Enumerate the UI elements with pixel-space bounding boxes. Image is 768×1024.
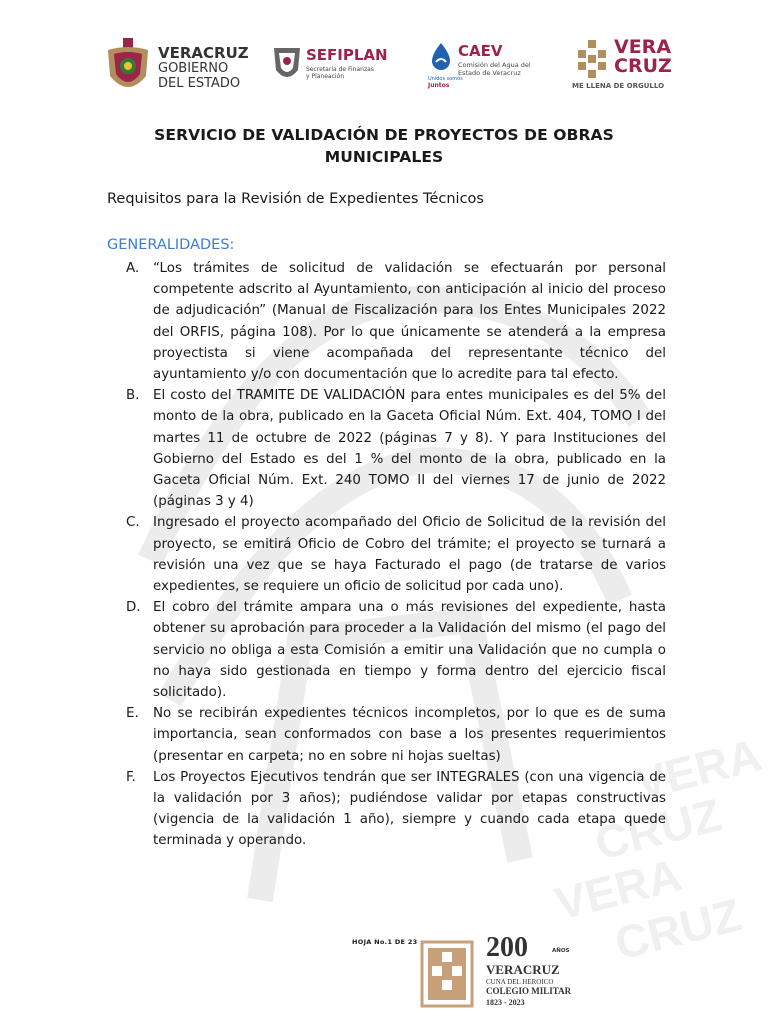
sefiplan-line2: y Planeación <box>306 73 345 80</box>
svg-text:CRUZ: CRUZ <box>589 788 727 870</box>
veracruz-brand-tagline: ME LLENA DE ORGULLO <box>572 82 665 90</box>
list-item-marker: C. <box>126 515 140 531</box>
sefiplan-name: SEFIPLAN <box>306 46 388 64</box>
caev-tag1: Unidos somos <box>428 76 463 82</box>
section-heading: GENERALIDADES: <box>107 237 235 253</box>
list-item <box>126 258 666 385</box>
list-item-text: “Los trámites de solicitud de validación se efectuarán por personal competente adscrito al Ayuntamiento, con anticipación al inicio del proceso de adjudicación” (Manual de Fiscalización para los Entes Municipales 2022 del ORFIS, página 108). Por lo que únicamente se atenderá a la empresa proyectista si viene acompañada del representante técnico del ayuntamiento y/o con documentación que lo acredite para tal efecto. <box>153 261 666 383</box>
veracruz-gobierno-logo <box>104 36 249 100</box>
veracruz-logo-line2: GOBIERNO <box>158 61 229 76</box>
veracruz-brand-line2: CRUZ <box>614 55 672 77</box>
header-logos <box>0 36 768 100</box>
list-item <box>126 385 666 512</box>
svg-text:CRUZ: CRUZ <box>609 888 747 970</box>
svg-text:VERA: VERA <box>549 848 687 930</box>
veracruz-pattern-icon <box>574 40 610 78</box>
water-drop-icon <box>428 42 454 72</box>
caev-name: CAEV <box>458 42 503 60</box>
bicentennial-line1: CUNA DEL HEROICO <box>486 978 554 986</box>
svg-text:VERA: VERA <box>629 728 767 810</box>
veracruz-logo-line3: DEL ESTADO <box>158 76 241 91</box>
veracruz-emblem-icon <box>418 936 476 1012</box>
requirements-list <box>126 258 666 852</box>
list-item-text: No se recibirán expedientes técnicos incompletos, por lo que es de suma importancia, sean conformados con base a los presentes requerimientos (presentar en carpeta; no en sobre ni hojas sueltas) <box>153 706 666 764</box>
list-item-marker: A. <box>126 261 140 276</box>
list-item-text: El costo del TRAMITE DE VALIDACIÓN para entes municipales es del 5% del monto de la obra, publicado en la Gaceta Oficial Núm. Ext. 404, TOMO I del martes 11 de octubre de 2022 (páginas 7 y 8). Y para Instituciones del Gobierno del Estado es del 1 % del monto de la obra, publicado en la Gaceta Oficial Núm. Ext. 240 TOMO II del viernes 17 de junio de 2022 (páginas 3 y 4) <box>153 388 666 510</box>
list-item-text: El cobro del trámite ampara una o más revisiones del expediente, hasta obtener su aprobación para proceder a la Validación del mismo (el pago del servicio no obliga a esta Comisión a emitir una Validación que no cumpla o no haya sido gestionada en tiempo y forma dentro del ejercicio fiscal solicitado). <box>153 600 666 701</box>
sefiplan-shield-icon <box>272 44 302 84</box>
caev-line2: Estado de Veracruz <box>458 69 521 77</box>
bicentennial-city: VERACRUZ <box>486 962 560 977</box>
caev-tag2: Juntos <box>428 82 450 89</box>
bicentennial-number: 200 <box>486 932 528 963</box>
list-item-text: Los Proyectos Ejecutivos tendrán que ser INTEGRALES (con una vigencia de la validación por 3 años); pudiéndose validar por etapas constructivas (vigencia de la validación 1 año), siempre y cuando cada etapa quede terminada y operando. <box>153 769 666 849</box>
document-subtitle: Requisitos para la Revisión de Expedientes Técnicos <box>107 191 484 207</box>
page-number: HOJA No.1 DE 23 <box>352 938 418 946</box>
veracruz-brand-line1: VERA <box>614 36 672 58</box>
bicentennial-line2: COLEGIO MILITAR <box>486 986 572 996</box>
list-item-marker: E. <box>126 706 139 722</box>
list-item <box>126 512 666 597</box>
veracruz-me-llena-de-orgullo-logo <box>572 36 672 100</box>
caev-logo <box>428 36 560 100</box>
sefiplan-logo <box>272 36 400 100</box>
list-item <box>126 703 666 767</box>
document-title: SERVICIO DE VALIDACIÓN DE PROYECTOS DE OBRAS MUNICIPALES <box>154 126 614 166</box>
veracruz-coat-of-arms-icon <box>104 36 152 100</box>
list-item <box>126 767 666 852</box>
list-item-marker: F. <box>126 769 136 785</box>
caev-line1: Comisión del Agua del <box>458 61 531 69</box>
list-item <box>126 597 666 703</box>
list-item-marker: D. <box>126 600 141 616</box>
bicentennial-anos: AÑOS <box>552 948 570 954</box>
list-item-text: Ingresado el proyecto acompañado del Oficio de Solicitud de la revisión del proyecto, se emitirá Oficio de Cobro del trámite; el proyecto se turnará a revisión una vez que se haya Facturado el pago (de tratarse de varios expedientes, se requiere un oficio de solicitud por cada uno). <box>153 515 666 595</box>
bicentennial-years: 1823 - 2023 <box>486 998 525 1007</box>
sefiplan-line1: Secretaría de Finanzas <box>306 66 374 73</box>
bicentennial-badge <box>486 934 596 1014</box>
veracruz-logo-line1: VERACRUZ <box>158 44 249 62</box>
list-item-marker: B. <box>126 388 140 404</box>
